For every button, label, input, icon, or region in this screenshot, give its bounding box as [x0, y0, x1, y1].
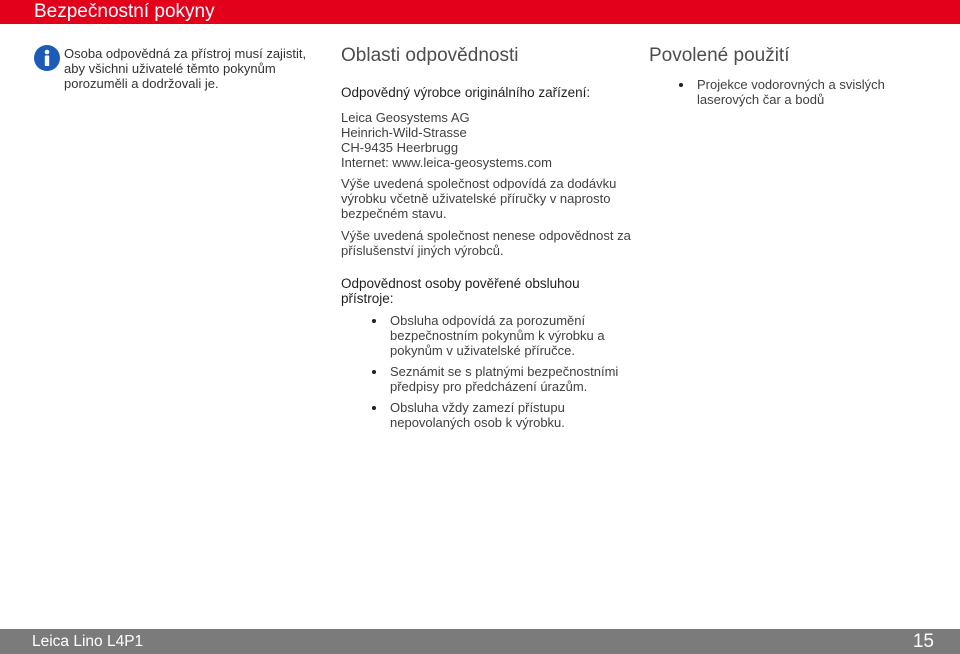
info-note-text: Osoba odpovědná za přístroj musí zajistit, aby všichni uživatelé těmto pokynům porozuměli a dodržovali je. [64, 46, 307, 91]
manufacturer-paragraph-accessories: Výše uvedená společnost nenese odpovědnost za příslušenství jiných výrobců. [341, 228, 631, 258]
list-item [371, 313, 621, 358]
permitted-use-heading: Povolené použití [649, 45, 790, 66]
list-item [678, 77, 898, 107]
manufacturer-address [341, 110, 641, 170]
address-city: CH-9435 Heerbrugg [341, 140, 459, 155]
responsibilities-heading: Oblasti odpovědnosti [341, 45, 519, 66]
bullet-dot [372, 406, 376, 410]
list-item [371, 364, 621, 394]
page-title: Bezpečnostní pokyny [34, 1, 215, 22]
address-company: Leica Geosystems AG [341, 110, 470, 125]
bullet-dot [679, 83, 683, 87]
operator-heading: Odpovědnost osoby pověřené obsluhou přístroje: [341, 276, 580, 306]
address-street: Heinrich-Wild-Strasse [341, 125, 467, 140]
address-internet: Internet: www.leica-geosystems.com [341, 155, 552, 170]
manufacturer-heading: Odpovědný výrobce originálního zařízení: [341, 85, 591, 100]
operator-responsibility-list [371, 313, 621, 430]
list-item [371, 400, 621, 430]
list-item-text: Obsluha vždy zamezí přístupu nepovolaných osob k výrobku. [390, 400, 565, 430]
footer-product-name: Leica Lino L4P1 [32, 633, 144, 650]
list-item-text: Seznámit se s platnými bezpečnostními předpisy pro předcházení úrazům. [390, 364, 619, 394]
list-item-text: Obsluha odpovídá za porozumění bezpečnostním pokynům k výrobku a pokynům v uživatelské příručce. [390, 313, 605, 358]
bullet-dot [372, 319, 376, 323]
permitted-use-list [678, 77, 898, 107]
manufacturer-paragraph-delivery: Výše uvedená společnost odpovídá za dodávku výrobku včetně uživatelské příručky v naprosto bezpečném stavu. [341, 176, 617, 221]
bullet-dot [372, 370, 376, 374]
info-icon [34, 45, 60, 71]
page-number: 15 [912, 631, 934, 652]
footer-bar [0, 629, 960, 654]
list-item-text: Projekce vodorovných a svislých laserových čar a bodů [697, 77, 885, 107]
